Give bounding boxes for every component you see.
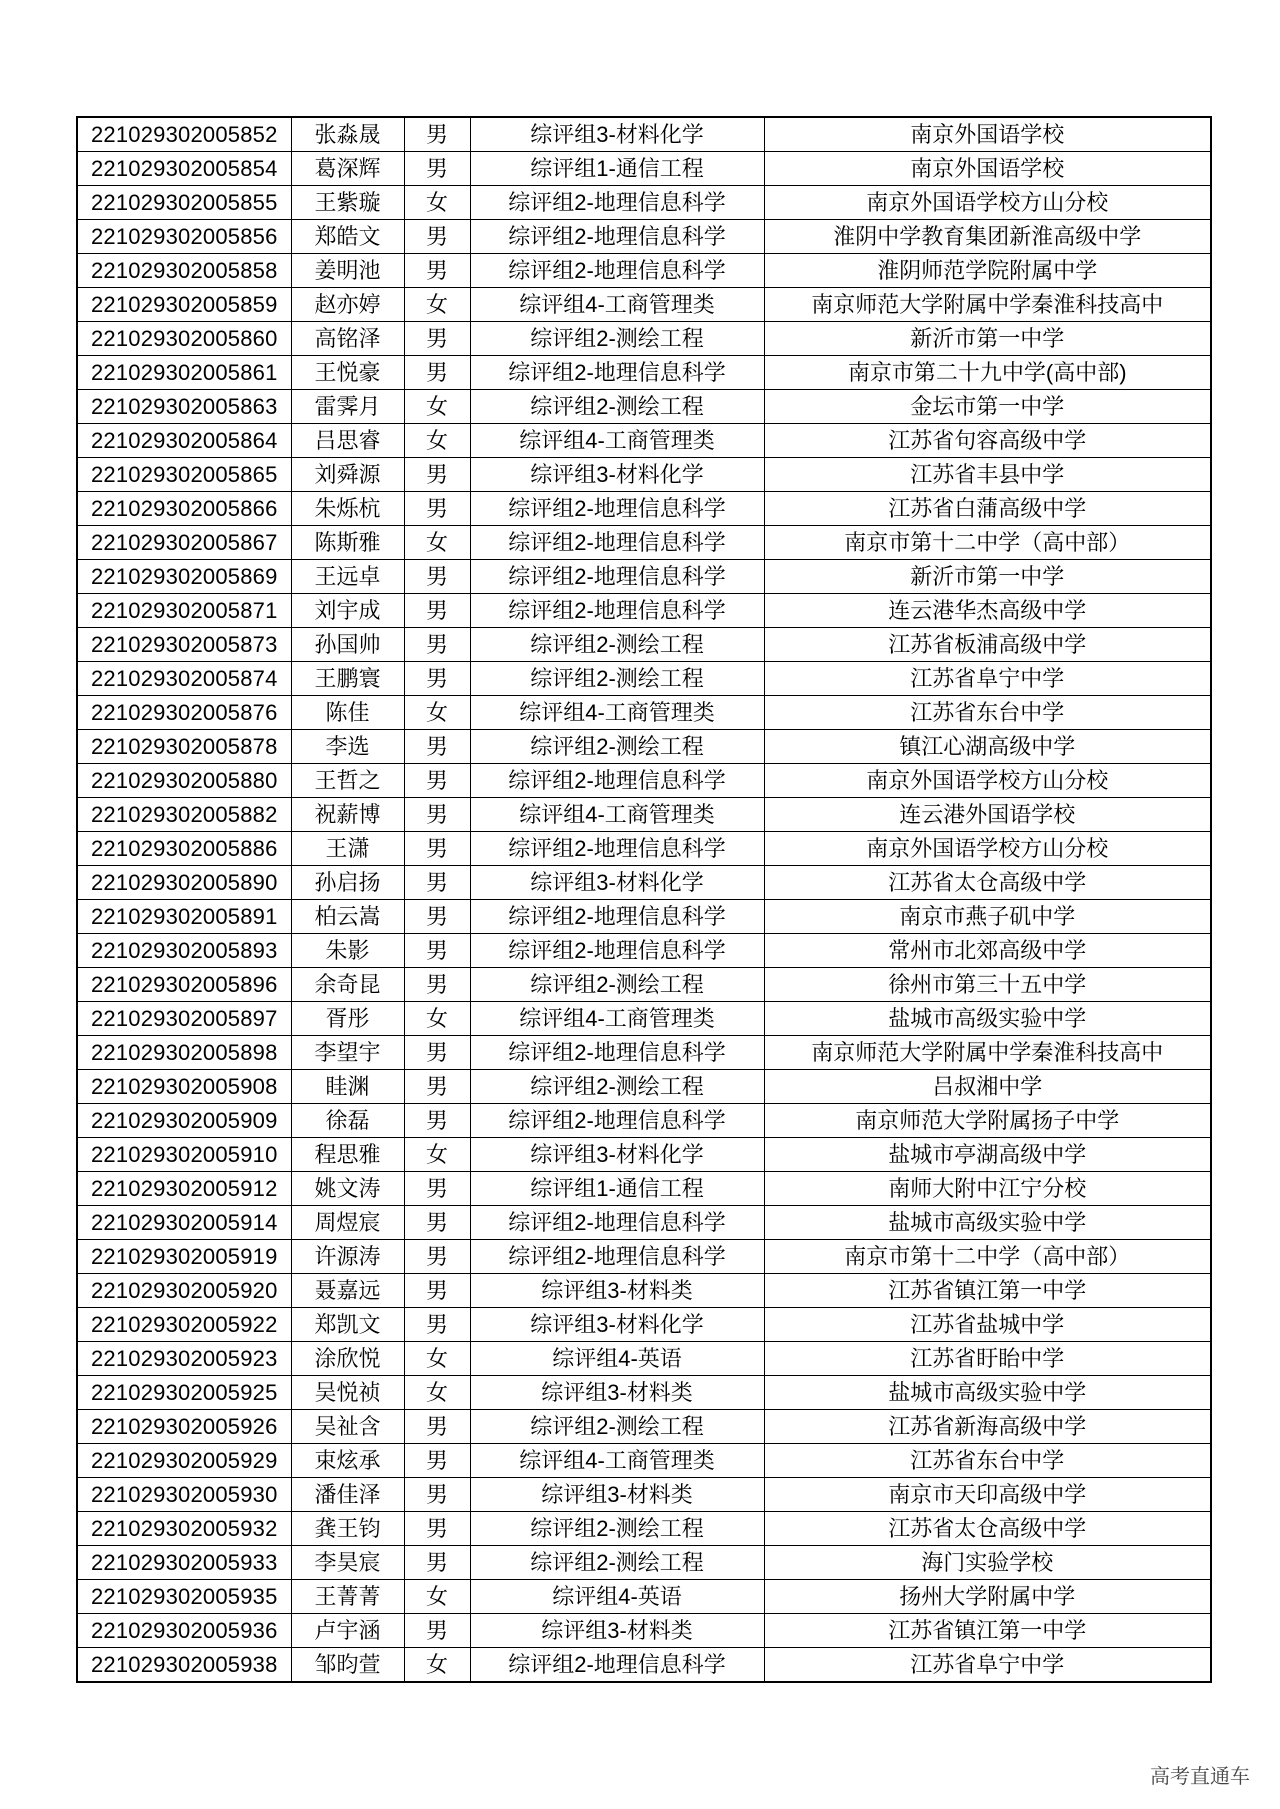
watermark-text: 高考直通车 [1150,1764,1250,1788]
cell-candidate-id: 221029302005908 [77,1070,291,1104]
cell-school: 海门实验学校 [764,1546,1211,1580]
cell-school: 连云港华杰高级中学 [764,594,1211,628]
cell-candidate-id: 221029302005871 [77,594,291,628]
cell-major-group: 综评组1-通信工程 [470,152,764,186]
cell-candidate-id: 221029302005920 [77,1274,291,1308]
cell-school: 江苏省盱眙中学 [764,1342,1211,1376]
cell-major-group: 综评组2-地理信息科学 [470,900,764,934]
cell-major-group: 综评组3-材料化学 [470,117,764,152]
cell-gender: 男 [404,934,470,968]
cell-candidate-id: 221029302005876 [77,696,291,730]
cell-school: 南京外国语学校方山分校 [764,764,1211,798]
cell-candidate-id: 221029302005923 [77,1342,291,1376]
cell-major-group: 综评组2-地理信息科学 [470,934,764,968]
cell-candidate-id: 221029302005869 [77,560,291,594]
cell-school: 常州市北郊高级中学 [764,934,1211,968]
cell-school: 南京市第二十九中学(高中部) [764,356,1211,390]
table-row [77,1104,1211,1138]
cell-gender: 男 [404,492,470,526]
cell-major-group: 综评组2-地理信息科学 [470,220,764,254]
table-row [77,1036,1211,1070]
table-row [77,1002,1211,1036]
cell-major-group: 综评组2-测绘工程 [470,968,764,1002]
cell-school: 南京市第十二中学（高中部） [764,526,1211,560]
cell-name: 朱烁杭 [291,492,404,526]
cell-name: 王鹏寰 [291,662,404,696]
table-row [77,1206,1211,1240]
cell-name: 眭渊 [291,1070,404,1104]
cell-name: 姜明池 [291,254,404,288]
cell-name: 刘舜源 [291,458,404,492]
table-row [77,1580,1211,1614]
cell-name: 龚王钧 [291,1512,404,1546]
cell-school: 南京外国语学校方山分校 [764,832,1211,866]
cell-name: 李昊宸 [291,1546,404,1580]
table-row [77,220,1211,254]
cell-name: 雷霁月 [291,390,404,424]
cell-candidate-id: 221029302005932 [77,1512,291,1546]
cell-gender: 男 [404,628,470,662]
cell-major-group: 综评组4-工商管理类 [470,424,764,458]
cell-school: 江苏省太仓高级中学 [764,1512,1211,1546]
cell-school: 南京市天印高级中学 [764,1478,1211,1512]
cell-major-group: 综评组3-材料化学 [470,866,764,900]
cell-major-group: 综评组4-工商管理类 [470,288,764,322]
table-row [77,934,1211,968]
cell-name: 王远卓 [291,560,404,594]
cell-gender: 男 [404,662,470,696]
cell-name: 许源涛 [291,1240,404,1274]
cell-name: 聂嘉远 [291,1274,404,1308]
cell-name: 余奇昆 [291,968,404,1002]
cell-gender: 男 [404,1206,470,1240]
cell-candidate-id: 221029302005864 [77,424,291,458]
cell-gender: 男 [404,594,470,628]
cell-gender: 女 [404,424,470,458]
cell-major-group: 综评组3-材料化学 [470,1138,764,1172]
table-row [77,526,1211,560]
table-row [77,1376,1211,1410]
cell-major-group: 综评组4-工商管理类 [470,1002,764,1036]
table-row [77,798,1211,832]
cell-candidate-id: 221029302005880 [77,764,291,798]
cell-gender: 男 [404,117,470,152]
table-row [77,1546,1211,1580]
cell-gender: 男 [404,968,470,1002]
cell-name: 潘佳泽 [291,1478,404,1512]
cell-candidate-id: 221029302005860 [77,322,291,356]
cell-gender: 男 [404,764,470,798]
cell-major-group: 综评组2-地理信息科学 [470,492,764,526]
table-row [77,968,1211,1002]
cell-major-group: 综评组3-材料类 [470,1274,764,1308]
cell-school: 淮阴中学教育集团新淮高级中学 [764,220,1211,254]
cell-major-group: 综评组3-材料化学 [470,1308,764,1342]
table-row [77,1274,1211,1308]
cell-name: 高铭泽 [291,322,404,356]
cell-gender: 男 [404,1036,470,1070]
cell-gender: 男 [404,1444,470,1478]
cell-gender: 男 [404,1104,470,1138]
cell-gender: 男 [404,322,470,356]
cell-candidate-id: 221029302005929 [77,1444,291,1478]
cell-gender: 男 [404,1410,470,1444]
cell-name: 祝薪博 [291,798,404,832]
cell-candidate-id: 221029302005890 [77,866,291,900]
cell-name: 赵亦婷 [291,288,404,322]
cell-name: 葛深辉 [291,152,404,186]
cell-candidate-id: 221029302005897 [77,1002,291,1036]
cell-school: 江苏省镇江第一中学 [764,1614,1211,1648]
table-row [77,288,1211,322]
cell-major-group: 综评组2-地理信息科学 [470,186,764,220]
table-row [77,900,1211,934]
cell-school: 南京市第十二中学（高中部） [764,1240,1211,1274]
cell-name: 周煜宸 [291,1206,404,1240]
cell-gender: 女 [404,390,470,424]
cell-gender: 男 [404,220,470,254]
cell-gender: 男 [404,1478,470,1512]
cell-major-group: 综评组3-材料类 [470,1614,764,1648]
cell-major-group: 综评组2-地理信息科学 [470,1036,764,1070]
cell-gender: 男 [404,1512,470,1546]
cell-school: 南京外国语学校 [764,152,1211,186]
table-row [77,1138,1211,1172]
cell-school: 盐城市高级实验中学 [764,1376,1211,1410]
cell-gender: 男 [404,798,470,832]
cell-candidate-id: 221029302005935 [77,1580,291,1614]
table-row [77,1512,1211,1546]
cell-gender: 女 [404,526,470,560]
cell-school: 南京外国语学校 [764,117,1211,152]
admission-list-table [76,116,1212,1683]
cell-name: 孙启扬 [291,866,404,900]
table-row [77,1410,1211,1444]
cell-candidate-id: 221029302005893 [77,934,291,968]
cell-gender: 男 [404,866,470,900]
cell-gender: 男 [404,1614,470,1648]
cell-candidate-id: 221029302005930 [77,1478,291,1512]
cell-major-group: 综评组2-测绘工程 [470,628,764,662]
cell-school: 江苏省丰县中学 [764,458,1211,492]
cell-major-group: 综评组4-工商管理类 [470,696,764,730]
cell-gender: 男 [404,1274,470,1308]
cell-name: 徐磊 [291,1104,404,1138]
cell-name: 吕思睿 [291,424,404,458]
cell-name: 朱影 [291,934,404,968]
cell-school: 吕叔湘中学 [764,1070,1211,1104]
cell-name: 卢宇涵 [291,1614,404,1648]
cell-gender: 男 [404,560,470,594]
table-row [77,186,1211,220]
cell-candidate-id: 221029302005866 [77,492,291,526]
cell-name: 李选 [291,730,404,764]
cell-candidate-id: 221029302005926 [77,1410,291,1444]
cell-school: 盐城市高级实验中学 [764,1206,1211,1240]
table-row [77,696,1211,730]
table-row [77,1614,1211,1648]
cell-major-group: 综评组2-测绘工程 [470,1410,764,1444]
cell-name: 孙国帅 [291,628,404,662]
cell-candidate-id: 221029302005909 [77,1104,291,1138]
cell-name: 胥彤 [291,1002,404,1036]
cell-gender: 女 [404,1648,470,1683]
cell-candidate-id: 221029302005854 [77,152,291,186]
table-row [77,458,1211,492]
table-row [77,594,1211,628]
cell-name: 郑皓文 [291,220,404,254]
cell-candidate-id: 221029302005936 [77,1614,291,1648]
table-row [77,1478,1211,1512]
cell-major-group: 综评组3-材料类 [470,1376,764,1410]
cell-gender: 女 [404,1138,470,1172]
cell-school: 南京市燕子矶中学 [764,900,1211,934]
cell-school: 江苏省镇江第一中学 [764,1274,1211,1308]
cell-gender: 男 [404,356,470,390]
cell-major-group: 综评组2-地理信息科学 [470,1648,764,1683]
cell-name: 涂欣悦 [291,1342,404,1376]
cell-name: 陈佳 [291,696,404,730]
cell-school: 盐城市高级实验中学 [764,1002,1211,1036]
cell-candidate-id: 221029302005938 [77,1648,291,1683]
cell-major-group: 综评组2-测绘工程 [470,730,764,764]
cell-school: 淮阴师范学院附属中学 [764,254,1211,288]
table-row [77,866,1211,900]
cell-gender: 女 [404,186,470,220]
cell-major-group: 综评组2-测绘工程 [470,1512,764,1546]
cell-school: 南师大附中江宁分校 [764,1172,1211,1206]
cell-school: 盐城市亭湖高级中学 [764,1138,1211,1172]
table-row [77,322,1211,356]
cell-major-group: 综评组2-地理信息科学 [470,560,764,594]
cell-candidate-id: 221029302005863 [77,390,291,424]
cell-gender: 男 [404,152,470,186]
table-row [77,152,1211,186]
table-row [77,1240,1211,1274]
cell-name: 李望宇 [291,1036,404,1070]
cell-name: 束炫承 [291,1444,404,1478]
cell-gender: 男 [404,1240,470,1274]
cell-major-group: 综评组2-地理信息科学 [470,526,764,560]
cell-name: 柏云嵩 [291,900,404,934]
cell-name: 吴祉含 [291,1410,404,1444]
cell-candidate-id: 221029302005865 [77,458,291,492]
table-row [77,390,1211,424]
table-row [77,1648,1211,1683]
table-row [77,628,1211,662]
cell-major-group: 综评组2-地理信息科学 [470,764,764,798]
table-row [77,1444,1211,1478]
cell-candidate-id: 221029302005922 [77,1308,291,1342]
cell-candidate-id: 221029302005891 [77,900,291,934]
cell-name: 郑凯文 [291,1308,404,1342]
cell-name: 王菁菁 [291,1580,404,1614]
cell-school: 南京师范大学附属中学秦淮科技高中 [764,1036,1211,1070]
cell-gender: 男 [404,254,470,288]
cell-gender: 男 [404,900,470,934]
cell-name: 程思雅 [291,1138,404,1172]
cell-school: 江苏省东台中学 [764,696,1211,730]
cell-major-group: 综评组1-通信工程 [470,1172,764,1206]
table-row [77,492,1211,526]
cell-gender: 女 [404,696,470,730]
cell-school: 金坛市第一中学 [764,390,1211,424]
table-row [77,662,1211,696]
cell-major-group: 综评组2-测绘工程 [470,1070,764,1104]
cell-gender: 男 [404,458,470,492]
cell-candidate-id: 221029302005933 [77,1546,291,1580]
cell-gender: 女 [404,288,470,322]
table-row [77,1308,1211,1342]
table-row [77,560,1211,594]
cell-school: 南京师范大学附属中学秦淮科技高中 [764,288,1211,322]
cell-candidate-id: 221029302005852 [77,117,291,152]
cell-major-group: 综评组2-地理信息科学 [470,1240,764,1274]
cell-candidate-id: 221029302005898 [77,1036,291,1070]
cell-candidate-id: 221029302005859 [77,288,291,322]
cell-school: 江苏省句容高级中学 [764,424,1211,458]
table-row [77,1070,1211,1104]
cell-gender: 男 [404,832,470,866]
cell-candidate-id: 221029302005910 [77,1138,291,1172]
table-row [77,832,1211,866]
cell-name: 吴悦祯 [291,1376,404,1410]
cell-school: 镇江心湖高级中学 [764,730,1211,764]
cell-major-group: 综评组2-测绘工程 [470,662,764,696]
table-row [77,117,1211,152]
cell-candidate-id: 221029302005912 [77,1172,291,1206]
cell-school: 南京外国语学校方山分校 [764,186,1211,220]
table-row [77,254,1211,288]
cell-major-group: 综评组2-地理信息科学 [470,1206,764,1240]
cell-candidate-id: 221029302005886 [77,832,291,866]
cell-school: 江苏省白蒲高级中学 [764,492,1211,526]
cell-candidate-id: 221029302005861 [77,356,291,390]
cell-school: 连云港外国语学校 [764,798,1211,832]
cell-school: 江苏省阜宁中学 [764,662,1211,696]
cell-school: 江苏省新海高级中学 [764,1410,1211,1444]
cell-major-group: 综评组2-地理信息科学 [470,356,764,390]
table-row [77,356,1211,390]
cell-gender: 男 [404,1070,470,1104]
cell-major-group: 综评组4-英语 [470,1580,764,1614]
table-row [77,730,1211,764]
cell-name: 陈斯雅 [291,526,404,560]
cell-major-group: 综评组4-英语 [470,1342,764,1376]
cell-gender: 男 [404,1546,470,1580]
table-row [77,1172,1211,1206]
cell-major-group: 综评组2-测绘工程 [470,1546,764,1580]
cell-major-group: 综评组4-工商管理类 [470,1444,764,1478]
cell-candidate-id: 221029302005867 [77,526,291,560]
cell-name: 邹昀萱 [291,1648,404,1683]
cell-candidate-id: 221029302005878 [77,730,291,764]
cell-major-group: 综评组2-测绘工程 [470,322,764,356]
cell-school: 江苏省盐城中学 [764,1308,1211,1342]
table-row [77,764,1211,798]
cell-name: 王潇 [291,832,404,866]
cell-gender: 女 [404,1376,470,1410]
table-row [77,1342,1211,1376]
cell-name: 王紫璇 [291,186,404,220]
cell-candidate-id: 221029302005873 [77,628,291,662]
cell-major-group: 综评组2-地理信息科学 [470,254,764,288]
cell-gender: 女 [404,1580,470,1614]
cell-candidate-id: 221029302005914 [77,1206,291,1240]
cell-major-group: 综评组2-地理信息科学 [470,1104,764,1138]
cell-major-group: 综评组2-测绘工程 [470,390,764,424]
cell-major-group: 综评组3-材料类 [470,1478,764,1512]
cell-school: 江苏省阜宁中学 [764,1648,1211,1683]
cell-gender: 男 [404,1308,470,1342]
cell-school: 江苏省东台中学 [764,1444,1211,1478]
cell-school: 徐州市第三十五中学 [764,968,1211,1002]
cell-major-group: 综评组3-材料化学 [470,458,764,492]
cell-school: 扬州大学附属中学 [764,1580,1211,1614]
table-row [77,424,1211,458]
cell-major-group: 综评组2-地理信息科学 [470,594,764,628]
cell-candidate-id: 221029302005858 [77,254,291,288]
cell-school: 江苏省太仓高级中学 [764,866,1211,900]
cell-school: 新沂市第一中学 [764,322,1211,356]
cell-gender: 女 [404,1342,470,1376]
cell-gender: 男 [404,1172,470,1206]
cell-gender: 男 [404,730,470,764]
cell-school: 南京师范大学附属扬子中学 [764,1104,1211,1138]
cell-name: 刘宇成 [291,594,404,628]
cell-candidate-id: 221029302005874 [77,662,291,696]
cell-gender: 女 [404,1002,470,1036]
cell-name: 王哲之 [291,764,404,798]
cell-school: 新沂市第一中学 [764,560,1211,594]
cell-candidate-id: 221029302005919 [77,1240,291,1274]
cell-name: 王悦豪 [291,356,404,390]
cell-school: 江苏省板浦高级中学 [764,628,1211,662]
cell-name: 张淼晟 [291,117,404,152]
cell-major-group: 综评组4-工商管理类 [470,798,764,832]
cell-major-group: 综评组2-地理信息科学 [470,832,764,866]
cell-candidate-id: 221029302005855 [77,186,291,220]
cell-candidate-id: 221029302005925 [77,1376,291,1410]
cell-name: 姚文涛 [291,1172,404,1206]
cell-candidate-id: 221029302005896 [77,968,291,1002]
admission-list-body [77,117,1211,1682]
cell-candidate-id: 221029302005882 [77,798,291,832]
cell-candidate-id: 221029302005856 [77,220,291,254]
